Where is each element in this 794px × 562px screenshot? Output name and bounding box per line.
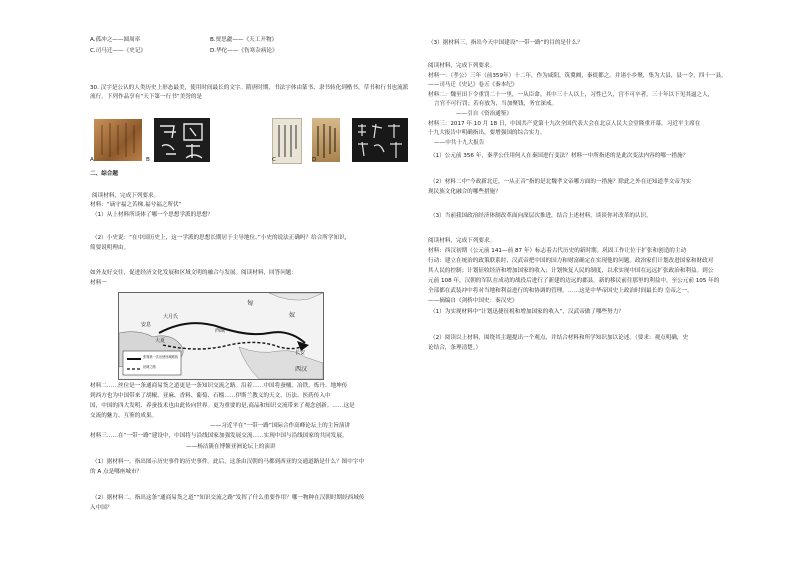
material-2-source: ——习近平在“一带一路”国际合作高峰论坛上的主旨演讲 bbox=[210, 423, 351, 429]
r-material-1: 材料一：（孝公）三年（前359年）十二年，作为咸阳，筑冀阙，秦徙都之。并诸小乡聚，集为大县，县一令，四十一县。 bbox=[428, 73, 727, 79]
map-legend-route: 张骞第一次出使西域路线 bbox=[143, 355, 179, 359]
t-material-line4: 元前 108 年，汉朝的军队在成功的战役后进行了新建的边远的郡县。新的移民前往那里的利益中，至公元前 105 年的 bbox=[428, 278, 720, 284]
t-material-source: ——摘编自《剑桥中国史：秦汉史》 bbox=[428, 298, 518, 304]
r-sub-3: （3）当前我国政治经济体制改革面向深层次推进，结合上述材料，谈谈你对改革的认识。 bbox=[430, 213, 652, 219]
r-material-1-source: ——司马迁《史记》卷五《秦本纪》 bbox=[428, 82, 518, 88]
calligraphy-image-c bbox=[272, 118, 302, 164]
r-material-2-line1: 材料二：魏至田下令重罚二十一里，一从臣命。其中三十人以上，习性已久，宫不可卒者，三十年以下见其逼之人， bbox=[428, 92, 714, 98]
map-label-daxia: 大夏 bbox=[155, 338, 166, 344]
r-material-2-source: ——引自《资治通鉴》 bbox=[456, 111, 512, 117]
read-intro: 阅读材料，完成下列要求。 bbox=[92, 193, 160, 199]
calligraphy-image-d bbox=[312, 118, 340, 162]
map-label-xiongnu-1: 匈 bbox=[247, 300, 254, 307]
section-heading: 二、综合题 bbox=[90, 171, 118, 177]
t-material-line1: 材料：西汉初期（公元前 141—前 87 年）标志着古代历史的新时期。巩固工作让位于扩张和创造的主动 bbox=[428, 248, 687, 254]
material-3-line1: 材料三……在“一带一路”建设中，中国将与沿线国家加强发展交流……实现中国与沿线国家的共同发展。 bbox=[90, 433, 348, 439]
q2-sub1-line2: 的 A 点是哪座城市？ bbox=[90, 469, 143, 475]
map-label-xiongnu-2: 奴 bbox=[289, 312, 296, 319]
map-label-xiyu: 西域 bbox=[215, 328, 226, 334]
map-label-changan: 长安 bbox=[295, 350, 306, 356]
material-2-line4: 交流的魅力、互鉴的成果。 bbox=[90, 413, 158, 419]
map-label-anxi: 安息 bbox=[141, 322, 152, 328]
material-2-line2: 到西方也为中国带来了胡椒、亚麻、香料、葡萄、石榴……伊斯兰教义的天文、历法、医药传入中 bbox=[90, 393, 331, 399]
material-2-line3: 国，中国的四大发明、养蚕技术也由此传向世界。更为重要的是,商品和知识交流带来了观念创新。……这是 bbox=[90, 403, 355, 409]
map-label-xihan: 西汉 bbox=[295, 366, 308, 373]
option-a-label: A bbox=[90, 157, 94, 163]
question-intro: 如外友好交往，促进经济文化发展和区域文明的融合与发展。阅读材料，回答问题： bbox=[90, 270, 297, 276]
option-a: A.孤冲之——圆周率 bbox=[90, 37, 141, 43]
q2-sub2-line2: 入中国？ bbox=[90, 505, 113, 511]
q2-sub2-line1: （2）据材料二，指出这条“通商易货之道”“知识交流之路”发挥了什么重要作用？哪一物种在汉朝时期经西域传 bbox=[92, 495, 365, 501]
option-b: B.贾思勰——《天工开物》 bbox=[210, 37, 278, 43]
material: 材料：“谪守福之苦梯,福兮福之所伏” bbox=[90, 202, 182, 208]
option-d-label: D bbox=[312, 157, 317, 163]
map-legend-silk-road: 丝绸之路 bbox=[143, 365, 156, 369]
r-material-2-line2: 言官不可行罚；若有放为，当加聚钱，务宜深戒。 bbox=[434, 101, 558, 107]
read-intro-3: 阅读材料，完成下列要求。 bbox=[428, 238, 496, 244]
t-material-line3: 其人民的控制；计划征收经济和增加国家的收入；计划恢复人民的制度，以求实现中国在远远扩张政治和利益。到公 bbox=[428, 268, 714, 274]
t-material-line2: 行动：建立在统治的政策联系时，汉武帝把中国的国力和财富确定在实现他的问题。政治家们计划改进国家和财政对 bbox=[428, 258, 714, 264]
sub-question-2-line1: （2）小史说：“在中国历史上，这一学派的思想长期居于主导地位。”小史的说法正确吗？给合所学知识， bbox=[92, 235, 351, 241]
q2-sub3: （3）据材料三，指出今天中国建设“一带一路”的目的是什么？ bbox=[428, 40, 583, 46]
option-c-label: C bbox=[272, 157, 276, 163]
option-c: C.司马迁——《史记》 bbox=[90, 48, 147, 54]
q2-sub1-line1: （1）据材料一，指出图示历史事件的历史事件。此后，这条由汉朝的马都到西亚的交通道路是什么？图中字中 bbox=[92, 459, 365, 465]
sub-question-1: （1）从上材料所谈体了哪一个思想学派的思想？ bbox=[92, 212, 214, 218]
t-sub-1: （1）为实现材料中“计划迅捷征税和增加国家的收入”，汉武帝做了哪些努力？ bbox=[430, 309, 624, 315]
t-material-line5: 全部都在武装冲中将对当地和利益进行的和协调的管理。……这是中华帝国史上政治时间最长的 皇帝之一。 bbox=[428, 288, 693, 294]
option-b-label: B bbox=[146, 157, 150, 163]
t-sub-2-line2: 论结合，条理清楚。） bbox=[428, 345, 482, 351]
t-sub-2-line1: （2）阅读以上材料，围绕其主题提出一个观点，并结合材料和所学知识加以论述。（要求：观点明确，史 bbox=[430, 335, 689, 341]
material-3-source: ——杨洁篪在博鳌亚洲论坛上的演讲 bbox=[186, 444, 276, 450]
silk-road-map bbox=[118, 292, 324, 380]
option-d: D.华佗——《伤寒杂病论》 bbox=[210, 48, 278, 54]
r-sub-2-line1: （2）材料二中“今政新北迁，一从正音”指的是北魏孝文帝哪方面的一措施？除此之外在还知道孝文帝为实 bbox=[430, 179, 692, 185]
calligraphy-image-a bbox=[94, 119, 142, 161]
question-30: 30. 汉字是公认的人类历史上形态最美，使用时间最长的文字。隋唐时期，书法字体由篆书、隶书转化到楷书，草书和行书也流派流行。下列作品享有“天下第一行书”美誉的是 bbox=[90, 85, 409, 100]
r-sub-2-line2: 现民族文化融合的哪些措施？ bbox=[428, 189, 501, 195]
r-sub-1: （1）公元前 356 年，秦孝公任用何人在秦国进行变法？材料一中所指述的是此次变法内容的哪一措施？ bbox=[430, 153, 689, 159]
read-intro-2: 阅读材料，完成下列要求。 bbox=[428, 63, 496, 69]
sub-question-2-line2: 简要说明理由。 bbox=[90, 245, 130, 251]
r-material-3-line2: 十九大报告中明确指出，要增强国的综合实力。 bbox=[428, 130, 546, 136]
r-material-3-source: ——中共十九大报告 bbox=[434, 140, 485, 146]
material-2-line1: 材料二……丝位是一条通商易货之道更是一条知识交流之路。沿着……中国将蚕桶、冶铁、炼丹、地坤传 bbox=[90, 383, 348, 389]
map-label-dayuezhi: 大月氏 bbox=[163, 314, 179, 320]
calligraphy-image-e bbox=[352, 118, 408, 162]
calligraphy-image-b bbox=[154, 118, 210, 162]
r-material-3-line1: 材料三：2017 年 10 月 18 日，中国共产党第十九次全国代表大会在北京人民大会堂隆重开幕。习近平主席在 bbox=[428, 121, 701, 127]
material-1-label: 材料一 bbox=[90, 280, 107, 286]
